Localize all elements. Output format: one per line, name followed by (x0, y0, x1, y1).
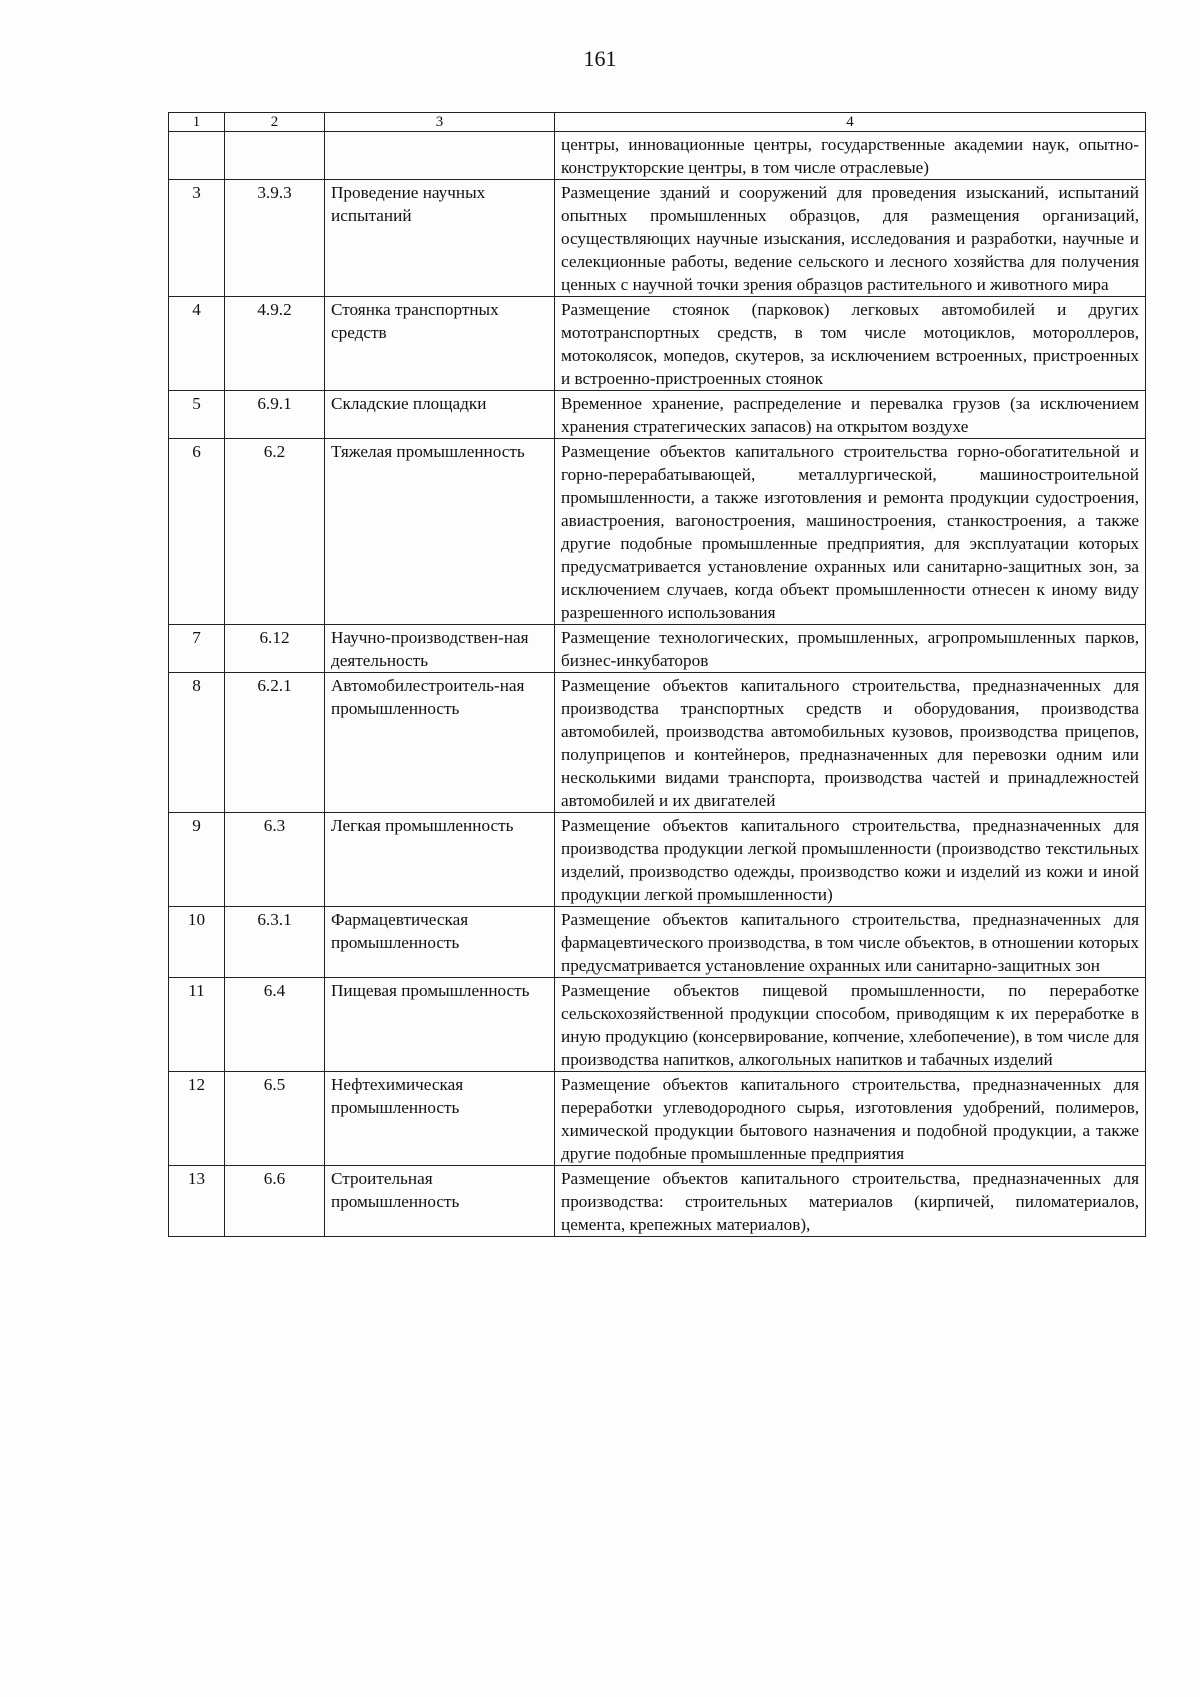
row-name: Строительная промышленность (325, 1166, 555, 1237)
row-code: 6.12 (225, 625, 325, 673)
page-number: 161 (583, 46, 617, 71)
row-code: 3.9.3 (225, 180, 325, 297)
row-number: 3 (169, 180, 225, 297)
table-row (169, 978, 1146, 1072)
row-name: Складские площадки (325, 391, 555, 439)
row-name: Тяжелая промышленность (325, 439, 555, 625)
table-header-row (169, 113, 1146, 132)
row-name: Стоянка транспортных средств (325, 297, 555, 391)
row-code: 6.5 (225, 1072, 325, 1166)
row-description: Размещение объектов капитального строительства горно-обогатительной и горно-перерабатывающей, металлургической, машиностроительной промышленности, а также изготовления и ремонта продукции судостроения, авиастроения, вагоностроения, машиностроения, станкостроения, а также другие подобные промышленные предприятия, для эксплуатации которых предусматривается установление охранных или санитарно-защитных зон, за исключением случаев, когда объект промышленности отнесен к иному виду разрешенного использования (555, 439, 1146, 625)
row-code: 6.2.1 (225, 673, 325, 813)
row-code: 6.6 (225, 1166, 325, 1237)
row-name (325, 132, 555, 180)
row-description: Размещение зданий и сооружений для проведения изысканий, испытаний опытных промышленных образцов, для размещения организаций, осуществляющих научные изыскания, исследования и разработки, научные и селекционные работы, ведение сельского и лесного хозяйства для получения ценных с научной точки зрения образцов растительного и животного мира (555, 180, 1146, 297)
table-row (169, 673, 1146, 813)
table-row (169, 1072, 1146, 1166)
row-number: 10 (169, 907, 225, 978)
row-description: Размещение объектов капитального строительства, предназначенных для производства: строительных материалов (кирпичей, пиломатериалов, цемента, крепежных материалов), (555, 1166, 1146, 1237)
row-code: 6.2 (225, 439, 325, 625)
table-row (169, 1166, 1146, 1237)
row-description: Размещение объектов капитального строительства, предназначенных для производства продукции легкой промышленности (производство текстильных изделий, производство одежды, производство кожи и изделий из кожи и иной продукции легкой промышленности) (555, 813, 1146, 907)
table-row (169, 625, 1146, 673)
row-description: Размещение технологических, промышленных, агропромышленных парков, бизнес-инкубаторов (555, 625, 1146, 673)
table-row (169, 439, 1146, 625)
table-row (169, 297, 1146, 391)
row-number: 6 (169, 439, 225, 625)
row-code: 6.4 (225, 978, 325, 1072)
row-name: Проведение научных испытаний (325, 180, 555, 297)
row-code: 6.9.1 (225, 391, 325, 439)
header-col-2: 2 (225, 113, 325, 132)
row-number: 9 (169, 813, 225, 907)
row-description: Размещение объектов капитального строительства, предназначенных для фармацевтического производства, в том числе объектов, в отношении которых предусматривается установление охранных или санитарно-защитных зон (555, 907, 1146, 978)
row-number: 5 (169, 391, 225, 439)
row-code: 4.9.2 (225, 297, 325, 391)
row-name: Автомобилестроитель-ная промышленность (325, 673, 555, 813)
row-number (169, 132, 225, 180)
row-code (225, 132, 325, 180)
header-col-3: 3 (325, 113, 555, 132)
row-number: 4 (169, 297, 225, 391)
row-description: Размещение объектов пищевой промышленности, по переработке сельскохозяйственной продукции способом, приводящим к их переработке в иную продукцию (консервирование, копчение, хлебопечение), в том числе для производства напитков, алкогольных напитков и табачных изделий (555, 978, 1146, 1072)
row-name: Фармацевтическая промышленность (325, 907, 555, 978)
row-code: 6.3 (225, 813, 325, 907)
row-number: 8 (169, 673, 225, 813)
table-row (169, 391, 1146, 439)
row-number: 11 (169, 978, 225, 1072)
land-use-table (168, 112, 1146, 1237)
row-name: Пищевая промышленность (325, 978, 555, 1072)
row-description: Размещение стоянок (парковок) легковых автомобилей и других мототранспортных средств, в том числе мотоциклов, мотороллеров, мотоколясок, мопедов, скутеров, за исключением встроенных, пристроенных и встроенно-пристроенных стоянок (555, 297, 1146, 391)
table-row (169, 180, 1146, 297)
row-name: Нефтехимическая промышленность (325, 1072, 555, 1166)
row-description: центры, инновационные центры, государственные академии наук, опытно-конструкторские центры, в том числе отраслевые) (555, 132, 1146, 180)
row-name: Научно-производствен-ная деятельность (325, 625, 555, 673)
table-body (169, 132, 1146, 1237)
table-row (169, 907, 1146, 978)
header-col-4: 4 (555, 113, 1146, 132)
row-description: Размещение объектов капитального строительства, предназначенных для переработки углеводородного сырья, изготовления удобрений, полимеров, химической продукции бытового назначения и подобной продукции, а также другие подобные промышленные предприятия (555, 1072, 1146, 1166)
header-col-1: 1 (169, 113, 225, 132)
row-description: Размещение объектов капитального строительства, предназначенных для производства транспортных средств и оборудования, производства автомобилей, производства автомобильных кузовов, производства прицепов, полуприцепов и контейнеров, предназначенных для перевозки одним или несколькими видами транспорта, производства частей и принадлежностей автомобилей и их двигателей (555, 673, 1146, 813)
row-number: 12 (169, 1072, 225, 1166)
row-number: 7 (169, 625, 225, 673)
row-name: Легкая промышленность (325, 813, 555, 907)
row-description: Временное хранение, распределение и перевалка грузов (за исключением хранения стратегических запасов) на открытом воздухе (555, 391, 1146, 439)
row-number: 13 (169, 1166, 225, 1237)
row-code: 6.3.1 (225, 907, 325, 978)
table-row (169, 132, 1146, 180)
table-row (169, 813, 1146, 907)
